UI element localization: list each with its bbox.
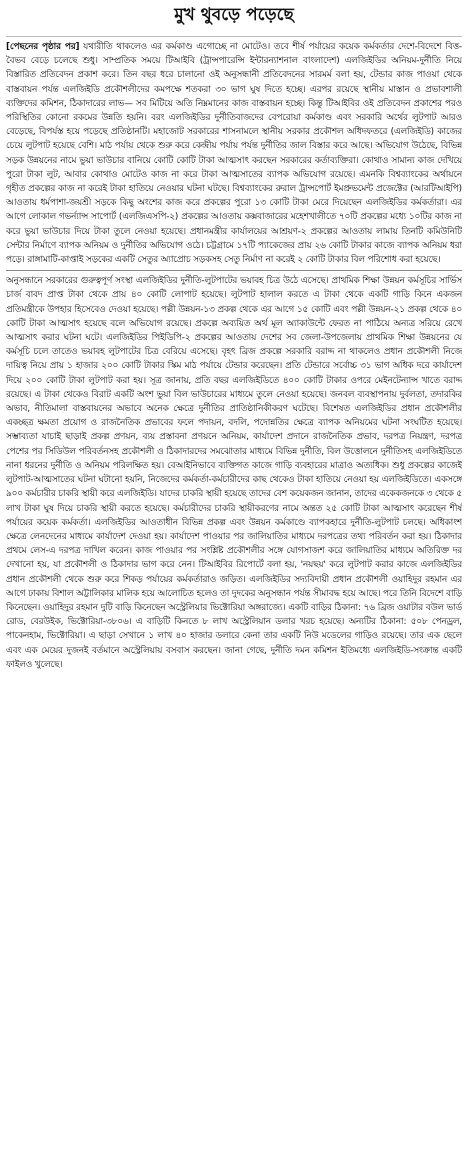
section-divider bbox=[6, 270, 462, 271]
headline-divider bbox=[6, 36, 462, 37]
article-headline: মুখ থুবড়ে পড়েছে bbox=[174, 5, 294, 25]
article-paragraph-2 bbox=[6, 274, 462, 672]
paragraph-1-text: যথারীতি থাকলেও এর কর্মকাণ্ড এগোচ্ছে না মোটেও। তবে শীর্ষ পর্যায়ের কয়েক কর্মকর্তার দেশে-বিদেশে বিত্ত-বৈভব বেড়ে চলেছে শুধু। সাম্প্রতিক সময়ে টিআইবি (ট্রান্সপারেন্সি ইন্টারন্যাশনাল বাংলাদেশ) এলজিইডির অনিয়ম-দুর্নীতি নিয়ে বিস্তারিত প্রতিবেদন প্রকাশ করে। তিন বছর ধরে চালানো ওই অনুসন্ধানী প্রতিবেদনের সারমর্ম বলা হয়, টেন্ডার কাজ পাওয়া থেকে বাস্তবায়ন পর্যন্ত এলজিইডি প্রকৌশলীদের কমপক্ষে শতকরা ৩০ ভাগ ঘুষ দিতে হচ্ছে। এরপর রয়েছে স্থানীয় মাস্তান ও প্রভাবশালী ব্যক্তিদের কমিশন, ঠিকাদারের লাভ— সব মিটিয়ে অতি নিম্নমানের কাজ বাস্তবায়ন হচ্ছে। কিন্তু টিআইবির ওই প্রতিবেদন প্রকাশের পরও পরিস্থিতির কোনো রকমের উন্নতি হয়নি। বরং এলজিইডির দুর্নীতিবাজদের বেপরোয়া কর্মকাণ্ড এবং সরকারি অর্থের লুটপাট আরও বেড়েছে, বিপর্যস্ত হয়ে পড়েছে প্রতিষ্ঠানটি। মহাজোট সরকারের শাসনামলে স্থানীয় সরকার প্রকৌশল অধিদফতরে (এলজিইডি) কাজের চেয়ে লুটপাট হয়েছে বেশি। মাঠ পর্যায় থেকে শুরু করে কেন্দ্রীয় পর্যায় পর্যন্ত দুর্নীতির জাল বিস্তার করে আছে। অভিযোগ উঠেছে, বিভিন্ন সড়ক উন্নয়নের নামে ভুয়া ভাউচার বানিয়ে কোটি কোটি টাকা আত্মসাৎ করছেন সরকারের কর্তাব্যক্তিরা। কোথাও সামান্য কাজ দেখিয়ে পুরো টাকা লুট, আবার কোথাও মোটেও কাজ না করে টাকা আত্মসাতের ব্যাপক অভিযোগ রয়েছে। এমনকি বিশ্বব্যাংকের অর্থায়নে গৃহীত প্রকল্পের কাজ না করেই টাকা হাতিয়ে নেওয়ার ঘটনা ঘটছে। বিশ্বব্যাংকের রুরাল ট্রান্সপোর্ট ইমপ্রুভমেন্ট প্রজেক্টের (আরটিআইপি) আওতায় ধর্মপাশা-জয়শ্রী সড়কে কিছু অংশের কাজ করে প্রকল্পের পুরো ১৩ কোটি টাকা মেরে দিয়েছেন এলজিইডির কর্মকর্তারা। এর আগে লোকাল গভর্ন্যান্স সাপোর্ট (এলজিএসপি-২) প্রকল্পের আওতায় কক্সবাজারের মহেশখালীতে ৭০টি প্রকল্পের মধ্যে ১০টির কাজ না করে ভুয়া ভাউচার দিয়ে টাকা তুলে নেওয়া হয়েছে। প্রধানমন্ত্রীর কার্যালয়ের আশ্রয়ণ-২ প্রকল্পের আওতায় লামায় তিনটি কমিউনিটি সেন্টার নির্মাণে ব্যাপক অনিয়ম ও দুর্নীতির অভিযোগ ওঠে। চট্টগ্রামে ১৭টি প্যাকেজের প্রায় ২৬ কোটি টাকার কাজে ব্যাপক অনিয়ম ধরা পড়ে। রাঙ্গামাটি-কাপ্তাই সড়কের একটি সেতুর অ্যাপ্রোচ সড়কসহ সেতু নির্মাণ না করেই ২ কোটি টাকার বিল পরিশোধ করা হয়েছে। bbox=[6, 42, 462, 266]
continued-from-tag: [পেছনের পৃষ্ঠার পর] bbox=[6, 42, 80, 52]
paragraph-2-text: অনুসন্ধানে সরকারের গুরুত্বপূর্ণ সংস্থা এলজিইডির দুর্নীতি-লুটপাটের ভয়াবহ চিত্র উঠে এসেছে। প্রাথমিক শিক্ষা উন্নয়ন কর্মসূচির সার্ভিস চার্জ বাবদ প্রাপ্ত টাকা থেকে প্রায় ৪০ কোটি লোপাট হয়েছে। লুটপাট হালাল করতে এ টাকা থেকে একটি গাড়ি কিনে একজন প্রতিমন্ত্রীকে উপহার হিসেবেও দেওয়া হয়েছে। পল্লী উন্নয়ন-১৩ প্রকল্প থেকে এর আগে ১৫ কোটি এবং পল্লী উন্নয়ন-২১ প্রকল্প থেকে ৪০ কোটি টাকা আত্মসাৎ হয়েছে বলে অভিযোগ রয়েছে। প্রকল্পে অব্যয়িত অর্থ মূল অ্যাকাউন্টে ফেরত না পাঠিয়ে অন্যত্র সরিয়ে রেখে আত্মসাৎ করার ঘটনা ঘটে। এলজিইডির পিইডিপি-২ প্রকল্পের আওতায় দেশের সব জেলা-উপজেলায় প্রাথমিক শিক্ষা উন্নয়নের যে কর্মসূচি চলে তাতেও ভয়াবহ লুটপাটের চিত্র বেরিয়ে এসেছে। বৃহৎ ব্রিজ প্রকল্পে সরকারি বরাদ্দ না থাকলেও প্রধান প্রকৌশলী নিজে দায়িত্ব নিয়ে প্রায় ১ হাজার ২০০ কোটি টাকার স্কিম মাঠ পর্যায়ে টেন্ডার করেছেন। প্রতি টেন্ডারে সর্বোচ্চ ৩১ ভাগ অধিক দরে কার্যাদেশ দিয়ে ২০০ কোটি টাকা লুটপাট করা হয়। সূত্র জানায়, প্রতি বছর এলজিইডিতে ৪০০ কোটি টাকার ওপরে মেইনটেন্যান্স খাতে বরাদ্দ রয়েছে। এ টাকা থেকেও বিরাট একটি অংশ ভুয়া বিল ভাউচারের মাধ্যমে তুলে নেওয়া হয়েছে। জনবল ব্যবস্থাপনায় দুর্বলতা, তদারকির অভাব, নীতিমালা বাস্তবায়নের অভাবে অনেক ক্ষেত্রে দুর্নীতির প্রাতিষ্ঠানিকীকরণ ঘটেছে। বিশেষত এলজিইডির প্রধান প্রকৌশলীর একচ্ছত্র ক্ষমতা প্রয়োগ ও রাজনৈতিক প্রভাবের ফলে পদায়ন, বদলি, পদোন্নতির ক্ষেত্রে ব্যাপক অনিয়মের ঘটনা সংঘটিত হয়েছে। সম্ভাব্যতা যাচাই ছাড়াই প্রকল্প প্রণয়ন, ব্যয় প্রস্তাবনা প্রণয়নে অনিয়ম, কার্যাদেশ প্রদানে রাজনৈতিক প্রভাব, দরপত্র নিয়ন্ত্রণ, দরপত্র পেশের পর সিডিউল পরিবর্তনসহ প্রকৌশলী ও ঠিকাদারদের সমঝোতার মাধ্যমে বিভিন্ন দুর্নীতি, বিল উত্তোলনে দুর্নীতিসহ এলজিইডিতে নানা ধরনের দুর্নীতি ও অনিয়ম পরিলক্ষিত হয়। বেআইনিভাবে ব্যক্তিগত কাজে গাড়ি ব্যবহারের মাত্রাও অত্যধিক। শুধু প্রকল্পের কাজেই লুটপাট-আত্মসাতের ঘটনা ঘটানো হয়নি, নিজেদের কর্মকর্তা-কর্মচারীদের কাছ থেকেও টাকা হাতিয়ে নেওয়া হয় এলজিইডিতে। একসঙ্গে ৯০০ কর্মচারীর চাকরি স্থায়ী করে এলজিইডি। যাদের চাকরি স্থায়ী হয়েছে তাদের বেশ কয়েকজন জানান, তাদের একেকজনকে ৩ থেকে ৫ লাখ টাকা ঘুষ দিয়ে চাকরি স্থায়ী করতে হয়েছে। কর্মচারীদের চাকরি স্থায়ীকরণের নামে অন্তত ২৫ কোটি টাকা আত্মসাৎ করেছেন শীর্ষ পর্যায়ের কয়েক কর্মকর্তা। এলজিইডির আওতাধীন বিভিন্ন প্রকল্প এবং উন্নয়ন কর্মকাণ্ডে ব্যাপকহারে দুর্নীতি-লুটপাট চলছে। অধিকাংশ ক্ষেত্রে লেনদেনের মাধ্যমে কার্যাদেশ দেওয়া হয়। কার্যাদেশ পাওয়ার পর জালিয়াতির মাধ্যমে দরপত্রের তথ্য পরিবর্তন করা হয়। ঠিকাদার প্রথমে লেস-এ দরপত্র দাখিল করেন। কাজ পাওয়ার পর সংশ্লিষ্ট প্রকৌশলীর সঙ্গে যোগসাজশ করে জালিয়াতির মাধ্যমে অতিরিক্ত দর দেখানো হয়, যা প্রকৌশলী ও ঠিকাদার ভাগ করে নেন। টিআইবির রিপোর্টে বলা হয়, 'নয়ছয়' করে লুটপাট করার কাজে এলজিইডির প্রধান প্রকৌশলী থেকে শুরু করে শিকড় পর্যায়ের কর্মকর্তারাও জড়িত। এলজিইডির সদ্যবিদায়ী প্রধান প্রকৌশলী ওয়াহিদুর রহমান এর আগে ঢাকায় বিশাল অট্টালিকার মালিক হয়ে আলোচিত হলেও তা দুদকের অনুসন্ধান পর্যন্ত সীমাবদ্ধ হয়ে আছে। পরে তিনি বিদেশে বাড়ি কিনেছেন। ওয়াহিদুর রহমান দুটি বাড়ি কিনেছেন অস্ট্রেলিয়ার ভিক্টোরিয়া অঙ্গরাজ্যে। একটি বাড়ির ঠিকানা: ৭৬ ব্রিজ ওয়াটার বউল ভার্ড রোড, বেরউইক, ভিক্টোরিয়া-৩৮০৬। এ বাড়িটি কিনতে ৮ লাখ অস্ট্রেলিয়ান ডলার খরচ হয়েছে। অন্যটির ঠিকানা: ৫০৮ পেনড্রল, পাকেনহাম, ভিক্টোরিয়া। এ ছাড়া সেখানে ১ লাখ ৪০ হাজার ডলারে কেনা তার একটি নিউ মডেলের গাড়িও রয়েছে। তার এক ছেলে এবং এক মেয়ের দুজনই বর্তমানে অস্ট্রেলিয়ায় বসবাস করছেন। জানা গেছে, দুর্নীতি দমন কমিশন ইতিমধ্যে এলজিইডি-সংক্রান্ত একটি ফাইলও খুলেছে। bbox=[6, 276, 462, 670]
article-paragraph-1 bbox=[6, 40, 462, 267]
article-body bbox=[6, 40, 462, 1160]
